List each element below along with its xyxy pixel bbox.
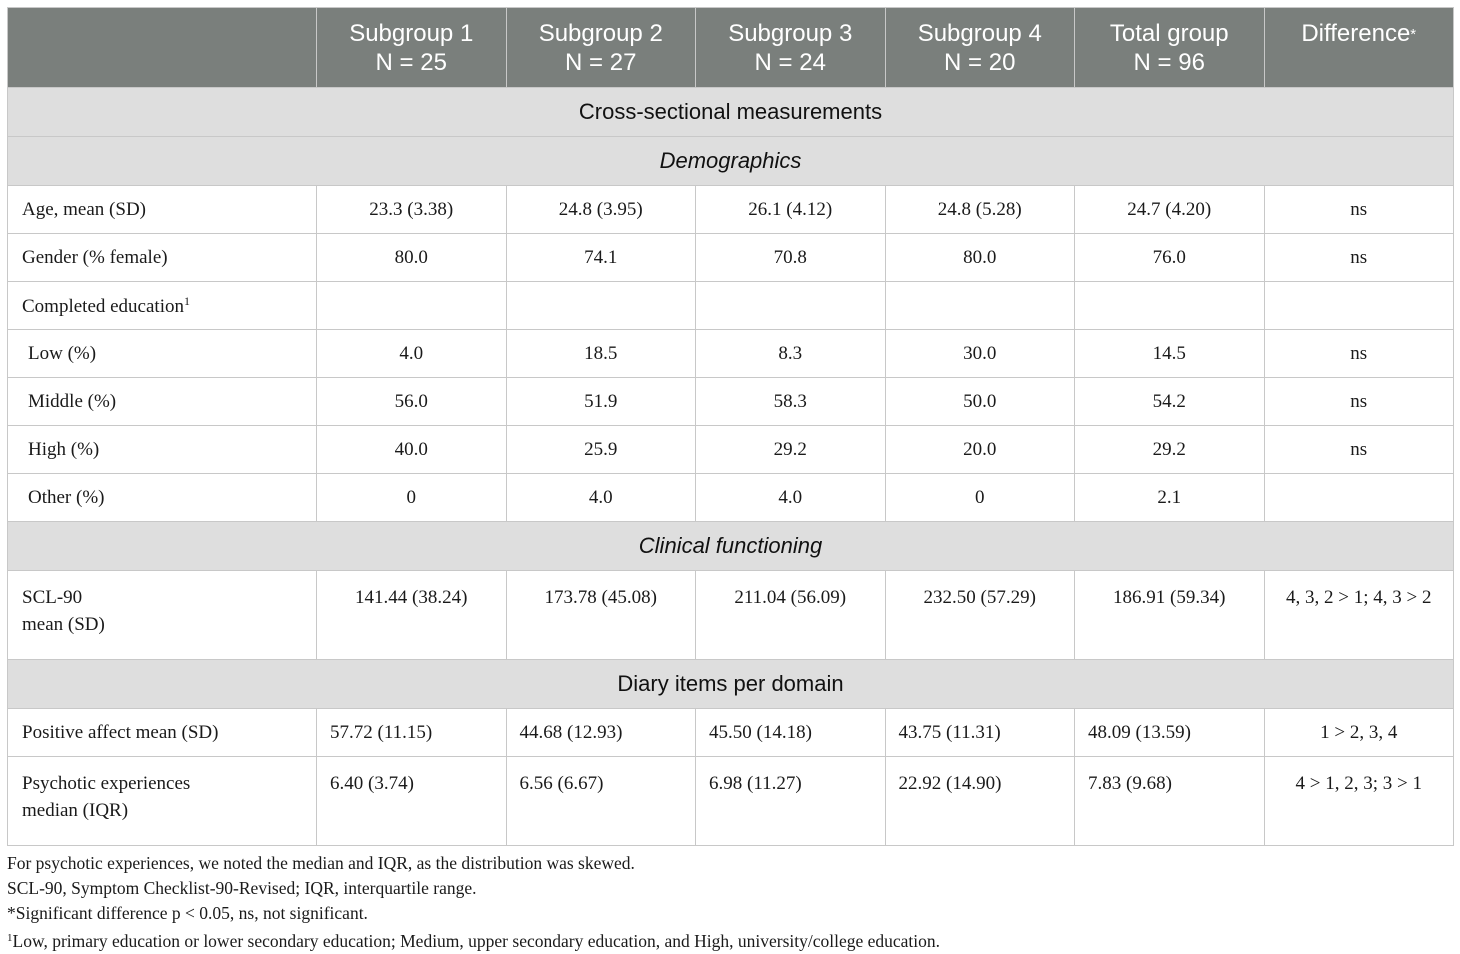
section-row <box>8 137 1454 186</box>
row-label-high: High (%) <box>8 426 317 474</box>
table-cell <box>696 282 886 330</box>
table-cell: 211.04 (56.09) <box>696 571 886 660</box>
table-cell: 18.5 <box>506 330 696 378</box>
table-cell: 232.50 (57.29) <box>885 571 1075 660</box>
table-cell: ns <box>1264 378 1454 426</box>
header-difference: Difference* <box>1264 8 1454 88</box>
table-cell <box>317 282 507 330</box>
table-cell: 6.98 (11.27) <box>696 757 886 846</box>
header-total-group: Total group N = 96 <box>1075 8 1265 88</box>
table-cell: 70.8 <box>696 234 886 282</box>
table-cell <box>1264 282 1454 330</box>
table-cell: 4, 3, 2 > 1; 4, 3 > 2 <box>1264 571 1454 660</box>
footnote-marker: 1 <box>183 293 190 308</box>
table-cell: 43.75 (11.31) <box>885 709 1075 757</box>
table-cell: 141.44 (38.24) <box>317 571 507 660</box>
row-label-middle: Middle (%) <box>8 378 317 426</box>
results-table <box>7 7 1454 846</box>
table-cell: ns <box>1264 426 1454 474</box>
table-cell: 173.78 (45.08) <box>506 571 696 660</box>
table-cell: 24.8 (3.95) <box>506 186 696 234</box>
table-row <box>8 186 1454 234</box>
table-cell: 45.50 (14.18) <box>696 709 886 757</box>
section-row <box>8 522 1454 571</box>
row-label-psychotic-experiences: Psychotic experiences median (IQR) <box>8 757 317 846</box>
table-cell <box>885 282 1075 330</box>
table-row <box>8 330 1454 378</box>
table-cell: ns <box>1264 234 1454 282</box>
row-label-positive-affect: Positive affect mean (SD) <box>8 709 317 757</box>
table-cell: 26.1 (4.12) <box>696 186 886 234</box>
table-cell: 74.1 <box>506 234 696 282</box>
table-container <box>7 7 1453 954</box>
table-row <box>8 474 1454 522</box>
table-cell: 1 > 2, 3, 4 <box>1264 709 1454 757</box>
row-label-age: Age, mean (SD) <box>8 186 317 234</box>
table-cell: 0 <box>885 474 1075 522</box>
section-diary-items: Diary items per domain <box>8 660 1454 709</box>
header-empty <box>8 8 317 88</box>
footnote-significance: *Significant difference p < 0.05, ns, not significant. <box>7 903 368 923</box>
row-label-education: Completed education$^1$ <box>8 282 317 330</box>
table-cell: 57.72 (11.15) <box>317 709 507 757</box>
table-cell: 24.8 (5.28) <box>885 186 1075 234</box>
table-cell: 4 > 1, 2, 3; 3 > 1 <box>1264 757 1454 846</box>
header-subgroup-4: Subgroup 4 N = 20 <box>885 8 1075 88</box>
table-row <box>8 234 1454 282</box>
table-cell: 4.0 <box>506 474 696 522</box>
table-cell: 58.3 <box>696 378 886 426</box>
table-cell: 56.0 <box>317 378 507 426</box>
footnote-marker: 1 <box>7 932 13 944</box>
table-cell: ns <box>1264 186 1454 234</box>
row-label-other: Other (%) <box>8 474 317 522</box>
table-cell: 20.0 <box>885 426 1075 474</box>
table-cell <box>506 282 696 330</box>
header-subgroup-1: Subgroup 1 N = 25 <box>317 8 507 88</box>
table-cell: 76.0 <box>1075 234 1265 282</box>
table-cell: 25.9 <box>506 426 696 474</box>
table-row <box>8 571 1454 660</box>
table-cell: ns <box>1264 330 1454 378</box>
table-row <box>8 426 1454 474</box>
table-cell <box>1264 474 1454 522</box>
footnote-median-iqr: For psychotic experiences, we noted the median and IQR, as the distribution was skewed. <box>7 853 635 873</box>
table-cell: 54.2 <box>1075 378 1265 426</box>
table-cell: 80.0 <box>885 234 1075 282</box>
table-cell: 24.7 (4.20) <box>1075 186 1265 234</box>
header-row <box>8 8 1454 88</box>
section-cross-sectional: Cross-sectional measurements <box>8 88 1454 137</box>
table-cell: 14.5 <box>1075 330 1265 378</box>
table-cell: 23.3 (3.38) <box>317 186 507 234</box>
table-row <box>8 378 1454 426</box>
table-cell: 2.1 <box>1075 474 1265 522</box>
table-cell: 7.83 (9.68) <box>1075 757 1265 846</box>
section-demographics: Demographics <box>8 137 1454 186</box>
table-row <box>8 757 1454 846</box>
table-cell: 30.0 <box>885 330 1075 378</box>
table-cell: 22.92 (14.90) <box>885 757 1075 846</box>
table-row <box>8 709 1454 757</box>
header-subgroup-3: Subgroup 3 N = 24 <box>696 8 886 88</box>
table-cell: 8.3 <box>696 330 886 378</box>
table-cell: 48.09 (13.59) <box>1075 709 1265 757</box>
table-cell: 29.2 <box>1075 426 1265 474</box>
table-cell: 40.0 <box>317 426 507 474</box>
table-cell: 4.0 <box>317 330 507 378</box>
table-row <box>8 282 1454 330</box>
row-label-low: Low (%) <box>8 330 317 378</box>
table-cell: 6.56 (6.67) <box>506 757 696 846</box>
table-cell: 80.0 <box>317 234 507 282</box>
footnote-education: $^1$Low, primary education or lower secondary education; Medium, upper secondary education, and High, university/college education. <box>7 931 941 951</box>
row-label-scl90: SCL-90 mean (SD) <box>8 571 317 660</box>
table-cell: 0 <box>317 474 507 522</box>
section-row <box>8 660 1454 709</box>
table-cell: 4.0 <box>696 474 886 522</box>
section-clinical-functioning: Clinical functioning <box>8 522 1454 571</box>
footnote-abbreviations: SCL-90, Symptom Checklist-90-Revised; IQR, interquartile range. <box>7 878 477 898</box>
table-footnotes <box>7 851 1453 954</box>
table-cell: 6.40 (3.74) <box>317 757 507 846</box>
difference-marker: * <box>1410 26 1417 43</box>
section-row <box>8 88 1454 137</box>
header-subgroup-2: Subgroup 2 N = 27 <box>506 8 696 88</box>
table-cell: 29.2 <box>696 426 886 474</box>
table-cell: 51.9 <box>506 378 696 426</box>
table-cell: 186.91 (59.34) <box>1075 571 1265 660</box>
table-cell: 50.0 <box>885 378 1075 426</box>
table-cell: 44.68 (12.93) <box>506 709 696 757</box>
table-cell <box>1075 282 1265 330</box>
row-label-gender: Gender (% female) <box>8 234 317 282</box>
